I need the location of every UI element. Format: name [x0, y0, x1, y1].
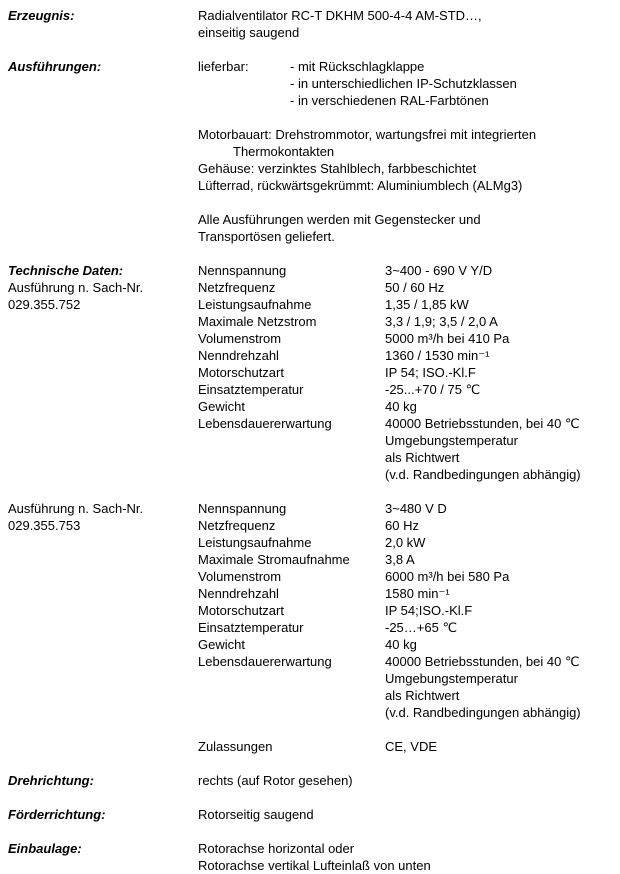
spacer-col	[8, 211, 198, 245]
spec-row	[198, 381, 616, 398]
spec-value: Umgebungstemperatur	[385, 433, 518, 448]
spec-label	[198, 432, 385, 449]
einbaulage-line: Rotorachse vertikal Lufteinlaß von unten	[198, 858, 431, 873]
spacer-col	[8, 126, 198, 194]
spec-row	[198, 330, 616, 347]
ausfuehrungen-body	[198, 58, 616, 109]
spec-value: -25...+70 / 75 ℃	[385, 382, 481, 397]
spec-row	[198, 449, 616, 466]
spec-label: Lebensdauererwartung	[198, 416, 332, 431]
spec-value: 1360 / 1530 min⁻¹	[385, 348, 490, 363]
section-technische-daten-752	[8, 262, 616, 483]
motor-line: Motorbauart: Drehstrommotor, wartungsfrei mit integrierten	[198, 127, 537, 142]
spec-row	[198, 534, 616, 551]
option-line: - mit Rückschlagklappe	[290, 59, 425, 74]
spec-row	[198, 704, 616, 721]
option-line: - in verschiedenen RAL-Farbtönen	[290, 93, 489, 108]
spec-label: Einsatztemperatur	[198, 620, 304, 635]
spec-row	[198, 432, 616, 449]
spec-value: 3,8 A	[385, 552, 415, 567]
tech2-rows	[198, 500, 616, 721]
spec-row	[198, 619, 616, 636]
spec-row	[198, 313, 616, 330]
section-drehrichtung	[8, 772, 616, 789]
motorbauart-body	[198, 126, 616, 194]
spec-value: 6000 m³/h bei 580 Pa	[385, 569, 510, 584]
lieferbar-options	[290, 58, 517, 109]
spec-label: Maximale Stromaufnahme	[198, 552, 350, 567]
section-hinweis	[8, 211, 616, 245]
spec-label: Nenndrehzahl	[198, 586, 279, 601]
spacer-col	[8, 738, 198, 755]
sachnr-caption: Ausführung n. Sach-Nr.	[8, 280, 144, 295]
spec-value: als Richtwert	[385, 688, 460, 703]
spec-value: 1580 min⁻¹	[385, 586, 450, 601]
spec-label	[198, 449, 385, 466]
spec-row	[198, 602, 616, 619]
note-line: Transportösen geliefert.	[198, 229, 335, 244]
erzeugnis-value	[198, 7, 616, 41]
spec-value: 60 Hz	[385, 518, 419, 533]
note-line: Alle Ausführungen werden mit Gegenstecker und	[198, 212, 481, 227]
spec-label: Gewicht	[198, 399, 245, 414]
spec-value: IP 54; ISO.-Kl.F	[385, 365, 476, 380]
spec-label: Lebensdauererwartung	[198, 654, 332, 669]
einbaulage-value	[198, 840, 616, 874]
sachnr-value: 029.355.753	[8, 518, 81, 533]
spec-label: Volumenstrom	[198, 569, 282, 584]
foerderrichtung-label: Förderrichtung:	[8, 807, 106, 822]
spec-row	[198, 653, 616, 670]
spec-row	[198, 738, 616, 755]
spec-value: 50 / 60 Hz	[385, 280, 445, 295]
spec-label: Leistungsaufnahme	[198, 535, 312, 550]
motor-line: Gehäuse: verzinktes Stahlblech, farbbeschichtet	[198, 161, 477, 176]
product-name-line: Radialventilator RC-T DKHM 500-4-4 AM-STD…,	[198, 8, 482, 23]
zulassungen-value: CE, VDE	[385, 739, 438, 754]
spec-row	[198, 636, 616, 653]
einbaulage-line: Rotorachse horizontal oder	[198, 841, 355, 856]
option-line: - in unterschiedlichen IP-Schutzklassen	[290, 76, 517, 91]
spec-label	[198, 687, 385, 704]
spec-value: (v.d. Randbedingungen abhängig)	[385, 705, 581, 720]
spec-row	[198, 364, 616, 381]
ausfuehrungen-label: Ausführungen:	[8, 59, 102, 74]
spec-label: Nenndrehzahl	[198, 348, 279, 363]
lieferbar-row	[198, 58, 616, 109]
zulassungen-label: Zulassungen	[198, 739, 273, 754]
spec-row	[198, 551, 616, 568]
section-erzeugnis	[8, 7, 616, 41]
spec-value: 40000 Betriebsstunden, bei 40 ℃	[385, 416, 580, 431]
spec-value: -25…+65 ℃	[385, 620, 458, 635]
section-einbaulage	[8, 840, 616, 874]
spec-label: Gewicht	[198, 637, 245, 652]
spec-value: 3~400 - 690 V Y/D	[385, 263, 493, 278]
spec-label	[198, 670, 385, 687]
spec-row	[198, 415, 616, 432]
sachnr-caption: Ausführung n. Sach-Nr.	[8, 501, 144, 516]
spec-label	[198, 466, 385, 483]
section-ausfuehrungen	[8, 58, 616, 109]
foerderrichtung-value: Rotorseitig saugend	[198, 807, 314, 822]
spec-row	[198, 398, 616, 415]
einbaulage-label: Einbaulage:	[8, 841, 82, 856]
spec-label: Leistungsaufnahme	[198, 297, 312, 312]
section-foerderrichtung	[8, 806, 616, 823]
spec-row	[198, 687, 616, 704]
spec-label: Nennspannung	[198, 263, 287, 278]
hinweis-body	[198, 211, 616, 245]
spec-value: 40 kg	[385, 637, 417, 652]
product-name-line: einseitig saugend	[198, 25, 300, 40]
spec-value: 3~480 V D	[385, 501, 447, 516]
erzeugnis-label: Erzeugnis:	[8, 8, 75, 23]
spec-row	[198, 670, 616, 687]
section-zulassungen	[8, 738, 616, 755]
drehrichtung-value: rechts (auf Rotor gesehen)	[198, 773, 353, 788]
tech2-side	[8, 500, 198, 721]
section-technische-daten-753	[8, 500, 616, 721]
spec-label	[198, 704, 385, 721]
spec-row	[198, 296, 616, 313]
spec-label: Netzfrequenz	[198, 280, 276, 295]
motor-line: Thermokontakten	[233, 144, 335, 159]
tech1-rows	[198, 262, 616, 483]
spec-value: 1,35 / 1,85 kW	[385, 297, 469, 312]
spec-row	[198, 568, 616, 585]
motor-line: Lüfterrad, rückwärtsgekrümmt: Aluminiumblech (ALMg3)	[198, 178, 523, 193]
section-motorbauart	[8, 126, 616, 194]
spec-value: Umgebungstemperatur	[385, 671, 518, 686]
lieferbar-label: lieferbar:	[198, 59, 249, 74]
spec-row	[198, 500, 616, 517]
spec-row	[198, 466, 616, 483]
spec-row	[198, 585, 616, 602]
technische-daten-label: Technische Daten:	[8, 263, 124, 278]
spec-value: (v.d. Randbedingungen abhängig)	[385, 467, 581, 482]
spec-label: Maximale Netzstrom	[198, 314, 317, 329]
spec-value: 2,0 kW	[385, 535, 426, 550]
spec-value: als Richtwert	[385, 450, 460, 465]
spec-row	[198, 279, 616, 296]
spec-row	[198, 517, 616, 534]
zulassungen-body	[198, 738, 616, 755]
spec-label: Einsatztemperatur	[198, 382, 304, 397]
spec-label: Netzfrequenz	[198, 518, 276, 533]
drehrichtung-label: Drehrichtung:	[8, 773, 94, 788]
spec-label: Motorschutzart	[198, 365, 284, 380]
spec-label: Nennspannung	[198, 501, 287, 516]
spec-value: IP 54;ISO.-Kl.F	[385, 603, 473, 618]
spec-row	[198, 347, 616, 364]
spec-value: 5000 m³/h bei 410 Pa	[385, 331, 510, 346]
tech1-side	[8, 262, 198, 483]
spec-label: Volumenstrom	[198, 331, 282, 346]
spec-value: 40 kg	[385, 399, 417, 414]
spec-value: 3,3 / 1,9; 3,5 / 2,0 A	[385, 314, 498, 329]
spec-row	[198, 262, 616, 279]
spec-value: 40000 Betriebsstunden, bei 40 ℃	[385, 654, 580, 669]
spec-label: Motorschutzart	[198, 603, 284, 618]
sachnr-value: 029.355.752	[8, 297, 81, 312]
